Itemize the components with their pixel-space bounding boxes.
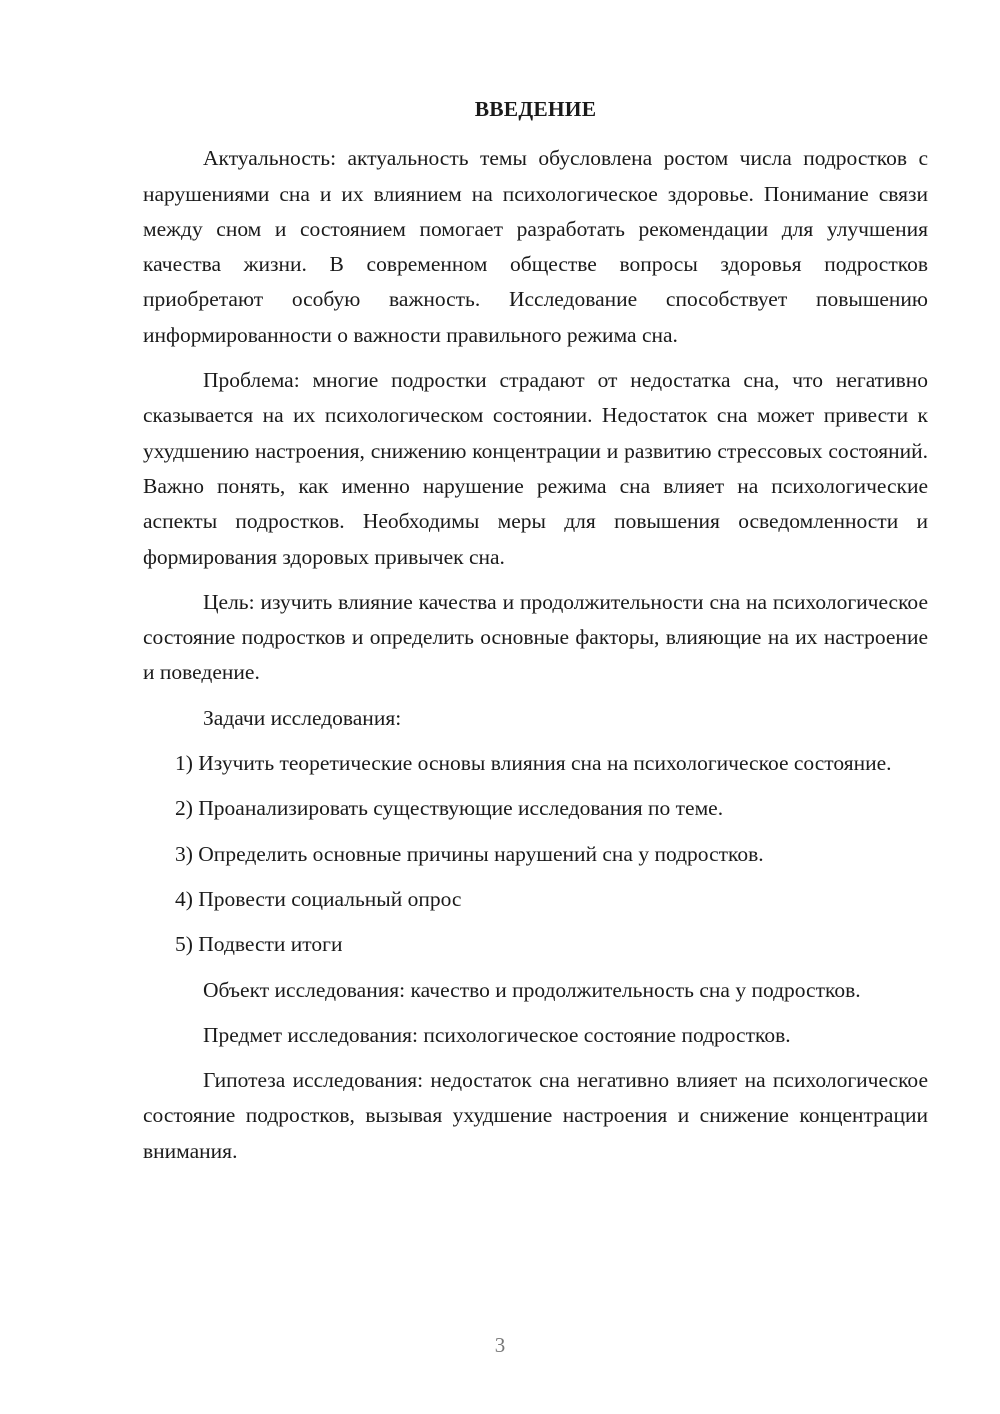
task-item-3: 3) Определить основные причины нарушений сна у подростков.: [175, 841, 764, 866]
paragraph-subject: Предмет исследования: психологическое состояние подростков.: [203, 1022, 791, 1047]
paragraph-hypothesis: Гипотеза исследования: недостаток сна негативно влияет на психологическое состояние подростков, вызывая ухудшение настроения и снижение концентрации внимания.: [143, 1068, 928, 1163]
page-number: 3: [494, 1333, 506, 1357]
document-page: [143, 92, 928, 1179]
paragraph-tasks-heading: Задачи исследования:: [203, 705, 402, 730]
paragraph-goal: Цель: изучить влияние качества и продолжительности сна на психологическое состояние подростков и определить основные факторы, влияющие на их настроение и поведение.: [143, 589, 928, 685]
task-item-5: 5) Подвести итоги: [175, 932, 343, 957]
task-item-2: 2) Проанализировать существующие исследования по теме.: [175, 796, 724, 821]
paragraph-object: Объект исследования: качество и продолжительность сна у подростков.: [203, 977, 861, 1002]
task-item-4: 4) Провести социальный опрос: [175, 886, 462, 911]
task-item-1: 1) Изучить теоретические основы влияния сна на психологическое состояние.: [175, 751, 892, 776]
paragraph-relevance: Актуальность: актуальность темы обусловлена ростом числа подростков с нарушениями сна и их влиянием на психологическое здоровье. Понимание связи между сном и состоянием помогает разработать рекомендации для улучшения качества жизни. В современном обществе вопросы здоровья подростков приобретают особую важность. Исследование способствует повышению информированности о важности правильного режима сна.: [143, 146, 928, 347]
paragraph-problem: Проблема: многие подростки страдают от недостатка сна, что негативно сказывается на их психологическом состоянии. Недостаток сна может привести к ухудшению настроения, снижению концентрации и развитию стрессовых состояний. Важно понять, как именно нарушение режима сна влияет на психологические аспекты подростков. Необходимы меры для повышения осведомленности и формирования здоровых привычек сна.: [143, 368, 928, 569]
section-title: ВВЕДЕНИЕ: [474, 97, 597, 121]
